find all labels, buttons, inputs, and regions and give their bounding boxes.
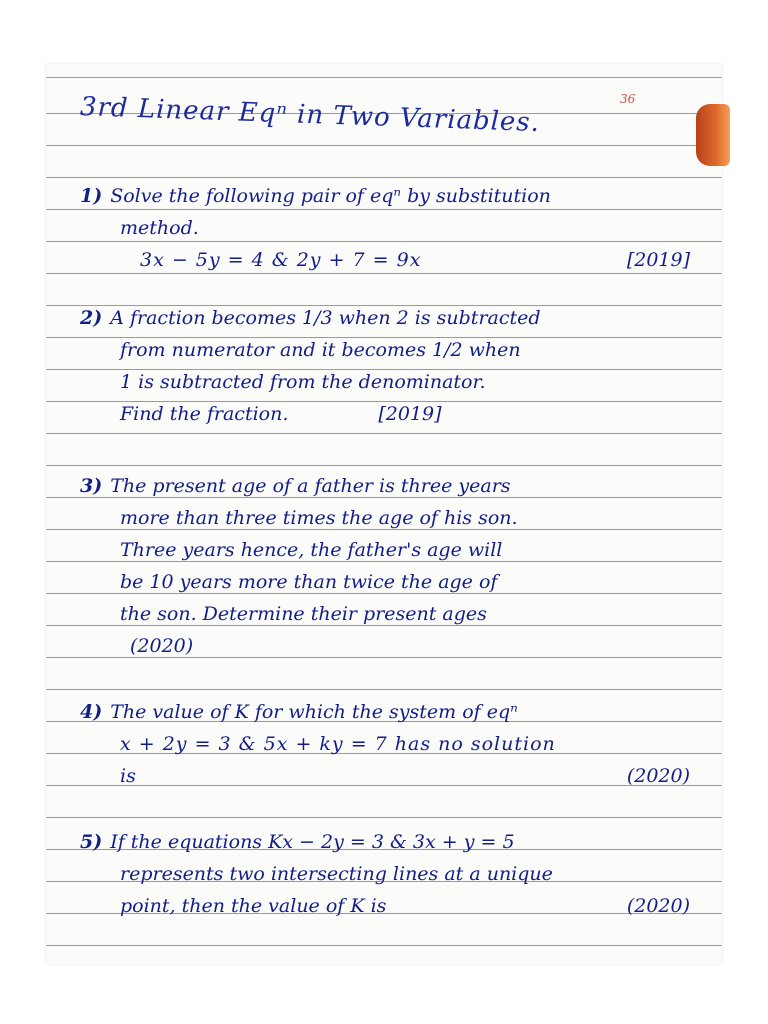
year-label: [2019]	[378, 403, 442, 425]
question-number: 4)	[80, 701, 103, 723]
notebook-tab	[696, 104, 730, 166]
question-line: is	[120, 765, 136, 787]
page-number: 36	[620, 92, 636, 106]
question-line: Solve the following pair of eqⁿ by substitution	[110, 185, 551, 207]
question-number: 5)	[80, 831, 103, 853]
question-4	[80, 696, 710, 792]
question-5	[80, 826, 710, 922]
question-line: A fraction becomes 1/3 when 2 is subtracted	[110, 307, 541, 329]
question-line: the son. Determine their present ages	[120, 603, 487, 625]
question-line: more than three times the age of his son.	[120, 507, 518, 529]
question-line: Three years hence, the father's age will	[120, 539, 503, 561]
question-line: 1 is subtracted from the denominator.	[120, 371, 486, 393]
question-line: method.	[120, 217, 199, 239]
question-number: 3)	[80, 475, 103, 497]
year-label: (2020)	[626, 765, 690, 787]
year-label: (2020)	[130, 635, 194, 657]
question-line: If the equations Kx − 2y = 3 & 3x + y = 5	[110, 831, 515, 853]
question-line: be 10 years more than twice the age of	[120, 571, 498, 593]
question-1	[80, 180, 710, 276]
question-2	[80, 302, 710, 430]
year-label: [2019]	[626, 249, 690, 271]
page-title: 3rd Linear Eqⁿ in Two Variables.	[79, 92, 541, 139]
question-line: point, then the value of K is	[120, 895, 387, 917]
year-label: (2020)	[626, 895, 690, 917]
equation: 3x − 5y = 4 & 2y + 7 = 9x	[140, 249, 422, 271]
question-number: 1)	[80, 185, 103, 207]
question-line: x + 2y = 3 & 5x + ky = 7 has no solution	[120, 733, 556, 755]
question-line: represents two intersecting lines at a unique	[120, 863, 553, 885]
question-3	[80, 470, 710, 662]
question-line: The present age of a father is three years	[110, 475, 511, 497]
question-line: The value of K for which the system of eqⁿ	[110, 701, 518, 723]
question-line: from numerator and it becomes 1/2 when	[120, 339, 521, 361]
question-line: Find the fraction.	[120, 403, 289, 425]
question-number: 2)	[80, 307, 103, 329]
